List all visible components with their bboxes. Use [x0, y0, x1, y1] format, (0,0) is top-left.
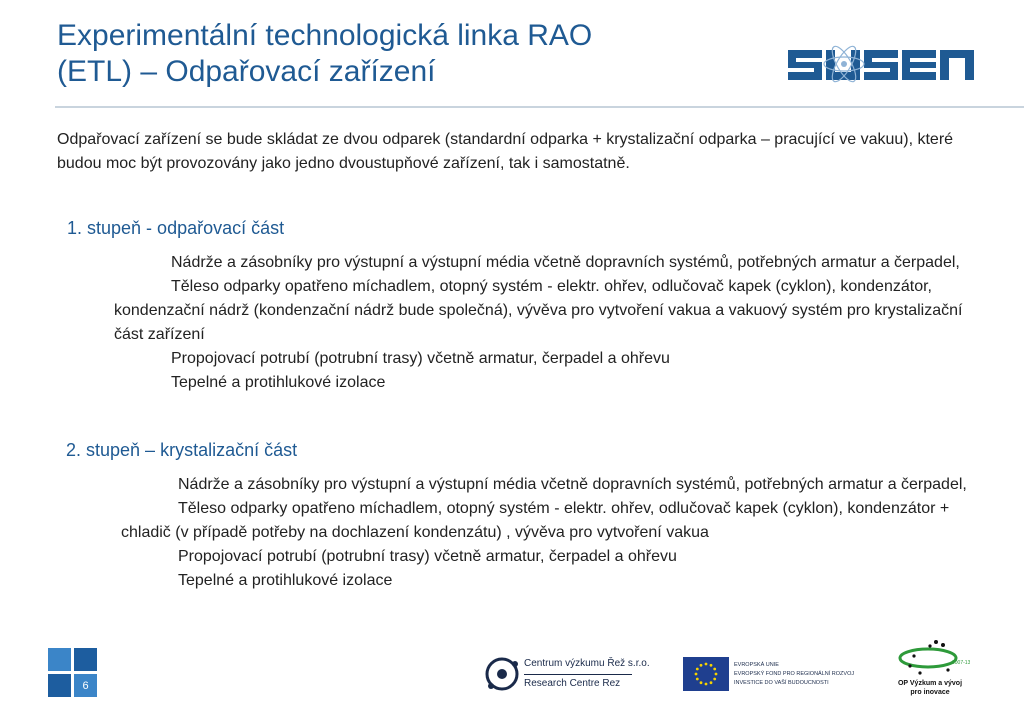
- decor-square: [48, 674, 71, 697]
- stage-1-item: Těleso odparky opatřeno míchadlem, otopný systém - elektr. ohřev, odlučovač kapek (cyklon), kondenzátor, kondenzační nádrž (kondenzační nádrž bude společná), vývěva pro vytvoření vakua a vakuový systém pro krystalizační část zařízení: [114, 278, 963, 343]
- op-text-line: OP Výzkum a vývoj: [897, 680, 963, 687]
- eu-logo: [683, 657, 863, 693]
- stage-1-item: Tepelné a protihlukové izolace: [171, 374, 386, 391]
- eu-text-line: EVROPSKÝ FOND PRO REGIONÁLNÍ ROZVOJ: [734, 671, 855, 677]
- stage-2-item: Propojovací potrubí (potrubní trasy) včetně armatur, čerpadel a ohřevu: [178, 548, 677, 565]
- cvr-logo: [482, 652, 650, 696]
- cvr-name-en: Research Centre Rez: [524, 678, 621, 689]
- stage-2-list: [121, 473, 981, 593]
- stage-2-item: Nádrže a zásobníky pro výstupní a výstupní média včetně dopravních systémů, potřebných armatur a čerpadel,: [178, 476, 967, 493]
- stage-2-heading: 2. stupeň – krystalizační část: [66, 440, 298, 460]
- op-text: [890, 679, 970, 697]
- intro-paragraph: Odpařovací zařízení se bude skládat ze dvou odparek (standardní odparka + krystalizační odparka – pracující ve vakuu), které budou moc být provozovány jako jedno dvoustupňové zařízení, tak i samostatně.: [57, 131, 954, 172]
- title-line-1: Experimentální technologická linka RAO: [57, 19, 593, 52]
- cvr-emblem-icon: [482, 652, 522, 696]
- eu-text: [734, 661, 854, 688]
- eu-flag-icon: [683, 657, 729, 691]
- stage-1-item: Propojovací potrubí (potrubní trasy) včetně armatur, čerpadel a ohřevu: [171, 350, 670, 367]
- stage-2-item: Těleso odparky opatřeno míchadlem, otopný systém - elektr. ohřev, odlučovač kapek (cyklon), kondenzátor + chladič (v případě potřeby na dochlazení kondenzátu) , vývěva pro vytvoření vakua: [121, 500, 950, 541]
- susen-logo: [786, 42, 976, 88]
- page-number: 6: [82, 679, 89, 692]
- decor-square: [74, 648, 97, 671]
- op-year: 2007-13: [952, 660, 970, 666]
- op-logo-icon: [890, 636, 970, 678]
- op-text-line: pro inovace: [910, 689, 950, 696]
- stage-1-heading: 1. stupeň - odpařovací část: [67, 218, 285, 238]
- page-number-badge: [48, 648, 98, 698]
- decor-square: [48, 648, 71, 671]
- title-line-2: (ETL) – Odpařovací zařízení: [57, 55, 436, 88]
- stage-1-item: Nádrže a zásobníky pro výstupní a výstupní média včetně dopravních systémů, potřebných armatur a čerpadel,: [171, 254, 960, 271]
- stage-1-list: [114, 251, 984, 395]
- stage-2-item: Tepelné a protihlukové izolace: [178, 572, 393, 589]
- slide-title: [57, 18, 757, 90]
- cvr-name: Centrum výzkumu Řež s.r.o.: [524, 658, 650, 669]
- eu-text-line: INVESTICE DO VAŠÍ BUDOUCNOSTI: [734, 680, 829, 686]
- eu-text-line: EVROPSKÁ UNIE: [734, 662, 779, 668]
- op-vavpi-logo: [890, 636, 970, 702]
- cvr-rule: [524, 674, 632, 675]
- header-divider: [55, 106, 1024, 108]
